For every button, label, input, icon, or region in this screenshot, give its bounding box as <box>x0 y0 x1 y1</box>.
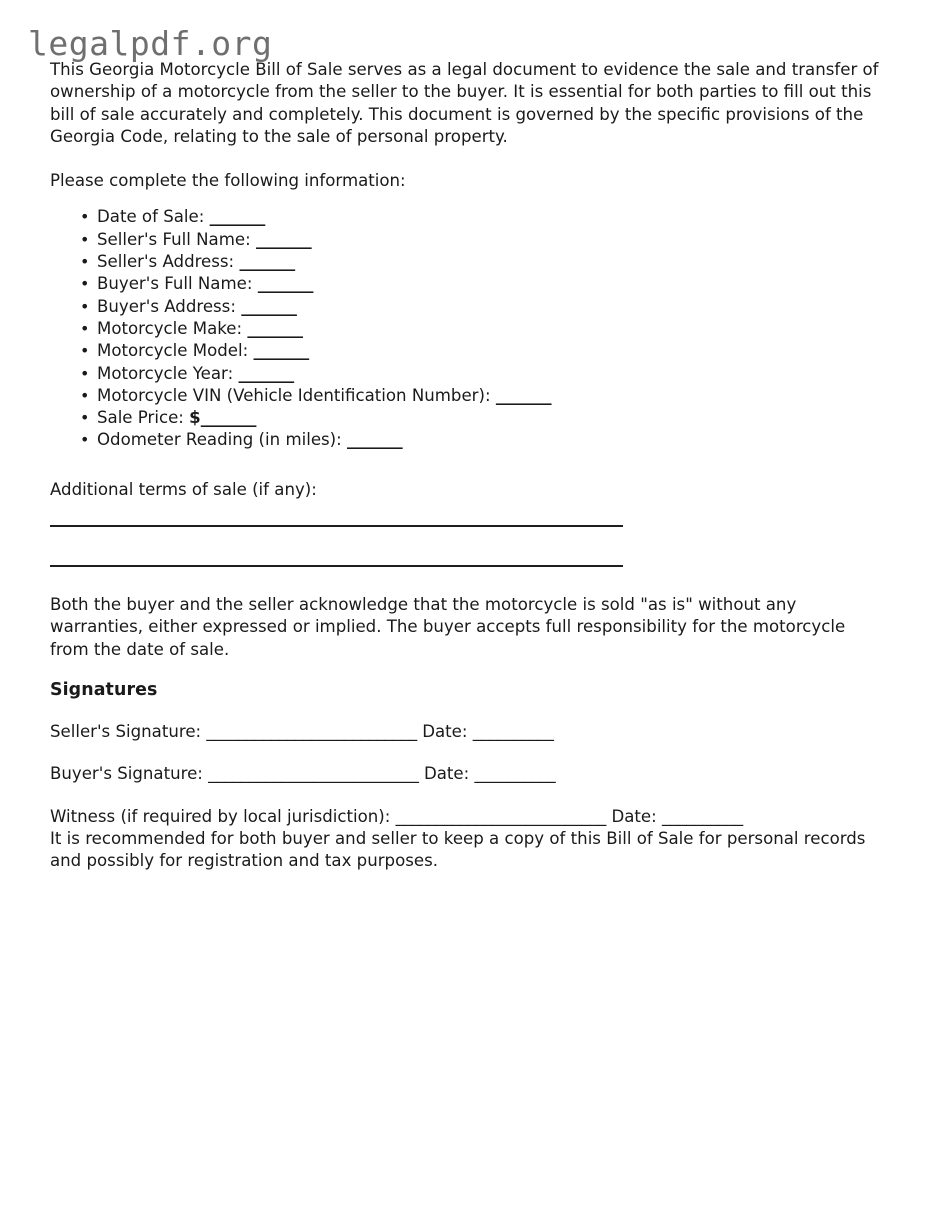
field-label: Motorcycle Year: <box>97 363 234 383</box>
field-blank[interactable]: _______ <box>257 274 313 294</box>
field-blank[interactable]: _______ <box>200 408 256 428</box>
field-label: Sale Price: <box>97 408 184 428</box>
signature-blank[interactable]: __________________________ <box>208 764 419 784</box>
field-list-item <box>97 340 886 362</box>
date-blank[interactable]: __________ <box>474 764 556 784</box>
closing-paragraph: It is recommended for both buyer and seller to keep a copy of this Bill of Sale for personal records and possibly for registration and tax purposes. <box>50 828 866 871</box>
field-list-item <box>97 206 886 228</box>
date-blank[interactable]: __________ <box>472 721 554 741</box>
field-label: Date of Sale: <box>97 207 205 227</box>
field-list-item <box>97 385 886 407</box>
field-label: Odometer Reading (in miles): <box>97 430 342 450</box>
field-list-item <box>97 273 886 295</box>
field-blank[interactable]: _______ <box>238 363 294 383</box>
field-blank[interactable]: _______ <box>495 385 552 405</box>
additional-terms-label: Additional terms of sale (if any): <box>50 479 317 499</box>
signature-rows <box>50 721 886 828</box>
spacer <box>50 452 886 479</box>
signature-blank[interactable]: __________________________ <box>206 721 417 741</box>
date-label: Date: <box>611 806 657 826</box>
fields-list <box>50 206 886 451</box>
field-blank[interactable]: _______ <box>347 430 403 450</box>
field-list-item <box>97 229 886 251</box>
field-label: Buyer's Address: <box>97 296 236 316</box>
document-body <box>50 59 886 872</box>
field-label: Seller's Full Name: <box>97 229 251 249</box>
site-logo: legalpdf.org <box>28 24 273 63</box>
field-list-item <box>97 407 886 429</box>
spacer <box>50 661 886 679</box>
field-list-item <box>97 363 886 385</box>
signature-label: Buyer's Signature: <box>50 764 203 784</box>
spacer <box>50 567 886 594</box>
field-list-item <box>97 296 886 318</box>
instruction-text: Please complete the following information: <box>50 171 406 191</box>
field-blank[interactable]: _______ <box>239 252 295 272</box>
currency-symbol: $ <box>189 408 201 428</box>
field-label: Seller's Address: <box>97 252 235 272</box>
signature-row <box>50 806 886 828</box>
as-is-paragraph: Both the buyer and the seller acknowledge that the motorcycle is sold "as is" without any warranties, either expressed or implied. The buyer accepts full responsibility for the motorcycle from the date of sale. <box>50 595 846 659</box>
field-blank[interactable]: _______ <box>241 296 297 316</box>
field-label: Motorcycle Make: <box>97 318 243 338</box>
date-label: Date: <box>422 721 468 741</box>
date-blank[interactable]: __________ <box>661 806 743 826</box>
field-list-item <box>97 318 886 340</box>
spacer <box>50 148 886 170</box>
signature-row <box>50 721 886 743</box>
field-blank[interactable]: _______ <box>253 341 309 361</box>
additional-terms-line-1[interactable] <box>50 525 623 527</box>
signatures-heading: Signatures <box>50 679 158 700</box>
field-list-item <box>97 251 886 273</box>
field-label: Motorcycle Model: <box>97 341 249 361</box>
intro-paragraph: This Georgia Motorcycle Bill of Sale serves as a legal document to evidence the sale and transfer of ownership of a motorcycle from the seller to the buyer. It is essential for both parties to fill out this bill of sale accurately and completely. This document is governed by the specific provisions of the Georgia Code, relating to the sale of personal property. <box>50 60 879 146</box>
field-blank[interactable]: _______ <box>255 229 312 249</box>
signature-label: Seller's Signature: <box>50 721 202 741</box>
additional-terms-lines <box>50 525 886 567</box>
signature-blank[interactable]: __________________________ <box>395 806 607 826</box>
signature-row <box>50 763 886 785</box>
field-blank[interactable]: _______ <box>247 318 303 338</box>
field-list-item <box>97 429 886 451</box>
signature-label: Witness (if required by local jurisdiction): <box>50 806 391 826</box>
date-label: Date: <box>423 764 470 784</box>
field-blank[interactable]: _______ <box>209 207 265 227</box>
field-label: Buyer's Full Name: <box>97 274 253 294</box>
field-label: Motorcycle VIN (Vehicle Identification Number): <box>97 385 491 405</box>
